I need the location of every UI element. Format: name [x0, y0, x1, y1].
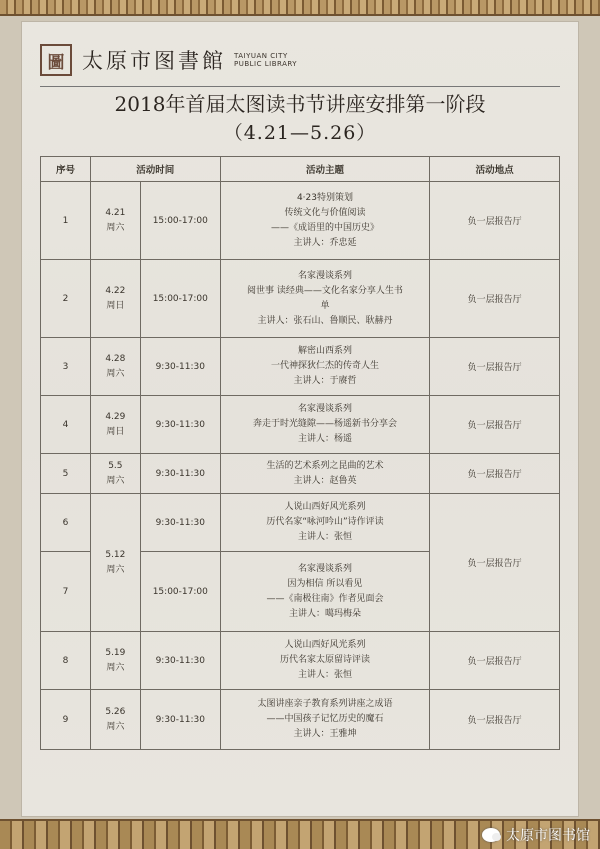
- row-date: [90, 338, 140, 396]
- row-no: 3: [41, 338, 91, 396]
- topic-line: 4·23特别策划: [296, 192, 353, 203]
- topic-line: 历代名家太原留诗评读: [279, 655, 370, 665]
- topic-line: 名家漫谈系列: [297, 563, 352, 574]
- row-place: 负一层报告厅: [430, 690, 560, 750]
- row-topic: [220, 494, 430, 552]
- row-no: 9: [41, 690, 91, 750]
- row-time: 9:30-11:30: [140, 690, 220, 750]
- row-topic: [220, 690, 430, 750]
- row-time: 9:30-11:30: [140, 396, 220, 454]
- topic-line: ——《成语里的中国历史》: [270, 222, 379, 233]
- header-no: 序号: [41, 157, 91, 182]
- row-date-value: 5.19: [105, 647, 126, 658]
- table-row: [41, 182, 560, 260]
- header-divider: [40, 86, 560, 87]
- table-row: [41, 494, 560, 552]
- poster: [22, 22, 578, 816]
- wechat-icon: [482, 828, 500, 842]
- topic-line: 生活的艺术系列之昆曲的艺术: [266, 460, 384, 471]
- row-topic: [220, 396, 430, 454]
- library-name-english-line2: PUBLIC LIBRARY: [234, 60, 298, 68]
- row-time: 9:30-11:30: [140, 454, 220, 494]
- topic-line: 解密山西系列: [297, 346, 352, 356]
- table-row: [41, 632, 560, 690]
- watermark-text: 太原市图书馆: [506, 828, 590, 844]
- topic-line: 太图讲座亲子教育系列讲座之成语: [257, 699, 393, 709]
- table-row: [41, 454, 560, 494]
- row-place: 负一层报告厅: [430, 338, 560, 396]
- row-no: 1: [41, 182, 91, 260]
- page-title: 2018年首届太图读书节讲座安排第一阶段: [114, 92, 486, 116]
- row-no: 8: [41, 632, 91, 690]
- library-name-english: [234, 52, 304, 68]
- row-date-value: 5.12: [105, 549, 126, 560]
- row-topic: [220, 182, 430, 260]
- topic-line: 主讲人：赵鲁英: [293, 475, 357, 486]
- row-topic: [220, 260, 430, 338]
- decorative-border-top: [0, 0, 600, 16]
- topic-line: ——《南极往南》作者见面会: [266, 593, 384, 604]
- row-time: 9:30-11:30: [140, 494, 220, 552]
- row-date: [90, 632, 140, 690]
- row-date-value: 5.26: [105, 706, 126, 717]
- row-no: 6: [41, 494, 91, 552]
- topic-line: 因为相信 所以看见: [287, 578, 363, 589]
- row-date: [90, 690, 140, 750]
- table-header-row: [41, 157, 560, 182]
- topic-line: 名家漫谈系列: [297, 404, 352, 414]
- table-row: [41, 690, 560, 750]
- table-row: [41, 260, 560, 338]
- topic-line: 人说山西好风光系列: [284, 502, 366, 512]
- topic-line: 主讲人：杨遥: [297, 434, 352, 444]
- row-topic: [220, 454, 430, 494]
- row-topic: [220, 632, 430, 690]
- row-date-value: 4.21: [105, 207, 126, 218]
- topic-line: 历代名家“咏河吟山”诗作评读: [266, 517, 384, 527]
- table-row: [41, 338, 560, 396]
- row-no: 4: [41, 396, 91, 454]
- row-topic: [220, 338, 430, 396]
- row-date-value: 4.22: [105, 285, 126, 296]
- topic-line: 主讲人：张石山、鲁顺民、耿赫丹: [257, 315, 393, 326]
- topic-line: 奔走于时光缝隙——杨遥新书分享会: [252, 419, 397, 429]
- row-weekday: 周日: [106, 300, 125, 311]
- row-time: 15:00-17:00: [140, 552, 220, 632]
- row-no: 5: [41, 454, 91, 494]
- row-place: 负一层报告厅: [430, 632, 560, 690]
- row-place: 负一层报告厅: [430, 260, 560, 338]
- topic-line: 主讲人：张恒: [297, 532, 352, 542]
- row-place: 负一层报告厅: [430, 494, 560, 632]
- row-weekday: 周六: [106, 368, 125, 379]
- topic-line: 主讲人：噶玛梅朵: [288, 608, 361, 619]
- row-date-value: 5.5: [108, 460, 123, 471]
- topic-line: 人说山西好风光系列: [284, 640, 366, 650]
- library-seal-logo: 圖: [40, 44, 72, 76]
- topic-line: 主讲人：张恒: [297, 670, 352, 680]
- topic-line: 主讲人：于赓哲: [293, 376, 357, 386]
- row-no: 2: [41, 260, 91, 338]
- row-date-value: 4.28: [105, 353, 126, 364]
- row-time: 15:00-17:00: [140, 260, 220, 338]
- header-topic: 活动主题: [220, 157, 430, 182]
- account-watermark: [482, 825, 590, 845]
- row-place: 负一层报告厅: [430, 396, 560, 454]
- library-name: 太原市图書館: [82, 49, 226, 73]
- row-weekday: 周日: [106, 426, 125, 437]
- row-date: [90, 494, 140, 632]
- row-time: 9:30-11:30: [140, 632, 220, 690]
- row-time: 15:00-17:00: [140, 182, 220, 260]
- row-weekday: 周六: [106, 475, 125, 486]
- topic-line: 主讲人：乔忠延: [293, 237, 357, 248]
- topic-line: 单: [320, 300, 330, 311]
- topic-line: 阅世事 读经典——文化名家分享人生书: [247, 285, 403, 296]
- topic-line: ——中国孩子记忆历史的魔石: [266, 714, 384, 724]
- row-date: [90, 454, 140, 494]
- row-weekday: 周六: [106, 564, 125, 575]
- row-weekday: 周六: [106, 721, 125, 732]
- library-header: [40, 40, 304, 80]
- row-time: 9:30-11:30: [140, 338, 220, 396]
- row-weekday: 周六: [106, 222, 125, 233]
- header-time: 活动时间: [90, 157, 220, 182]
- row-date: [90, 182, 140, 260]
- header-place: 活动地点: [430, 157, 560, 182]
- library-name-english-line1: TAIYUAN CITY: [234, 52, 288, 60]
- topic-line: 主讲人：王雅坤: [293, 729, 357, 739]
- row-weekday: 周六: [106, 662, 125, 673]
- row-date-value: 4.29: [105, 411, 126, 422]
- topic-line: 传统文化与价值阅读: [284, 207, 366, 218]
- schedule-table: [40, 156, 560, 750]
- page-subtitle: （4.21—5.26）: [223, 122, 377, 144]
- row-no: 7: [41, 552, 91, 632]
- topic-line: 一代神探狄仁杰的传奇人生: [270, 361, 379, 371]
- row-place: 负一层报告厅: [430, 454, 560, 494]
- row-date: [90, 260, 140, 338]
- topic-line: 名家漫谈系列: [297, 270, 352, 281]
- row-date: [90, 396, 140, 454]
- table-row: [41, 396, 560, 454]
- row-topic: [220, 552, 430, 632]
- row-place: 负一层报告厅: [430, 182, 560, 260]
